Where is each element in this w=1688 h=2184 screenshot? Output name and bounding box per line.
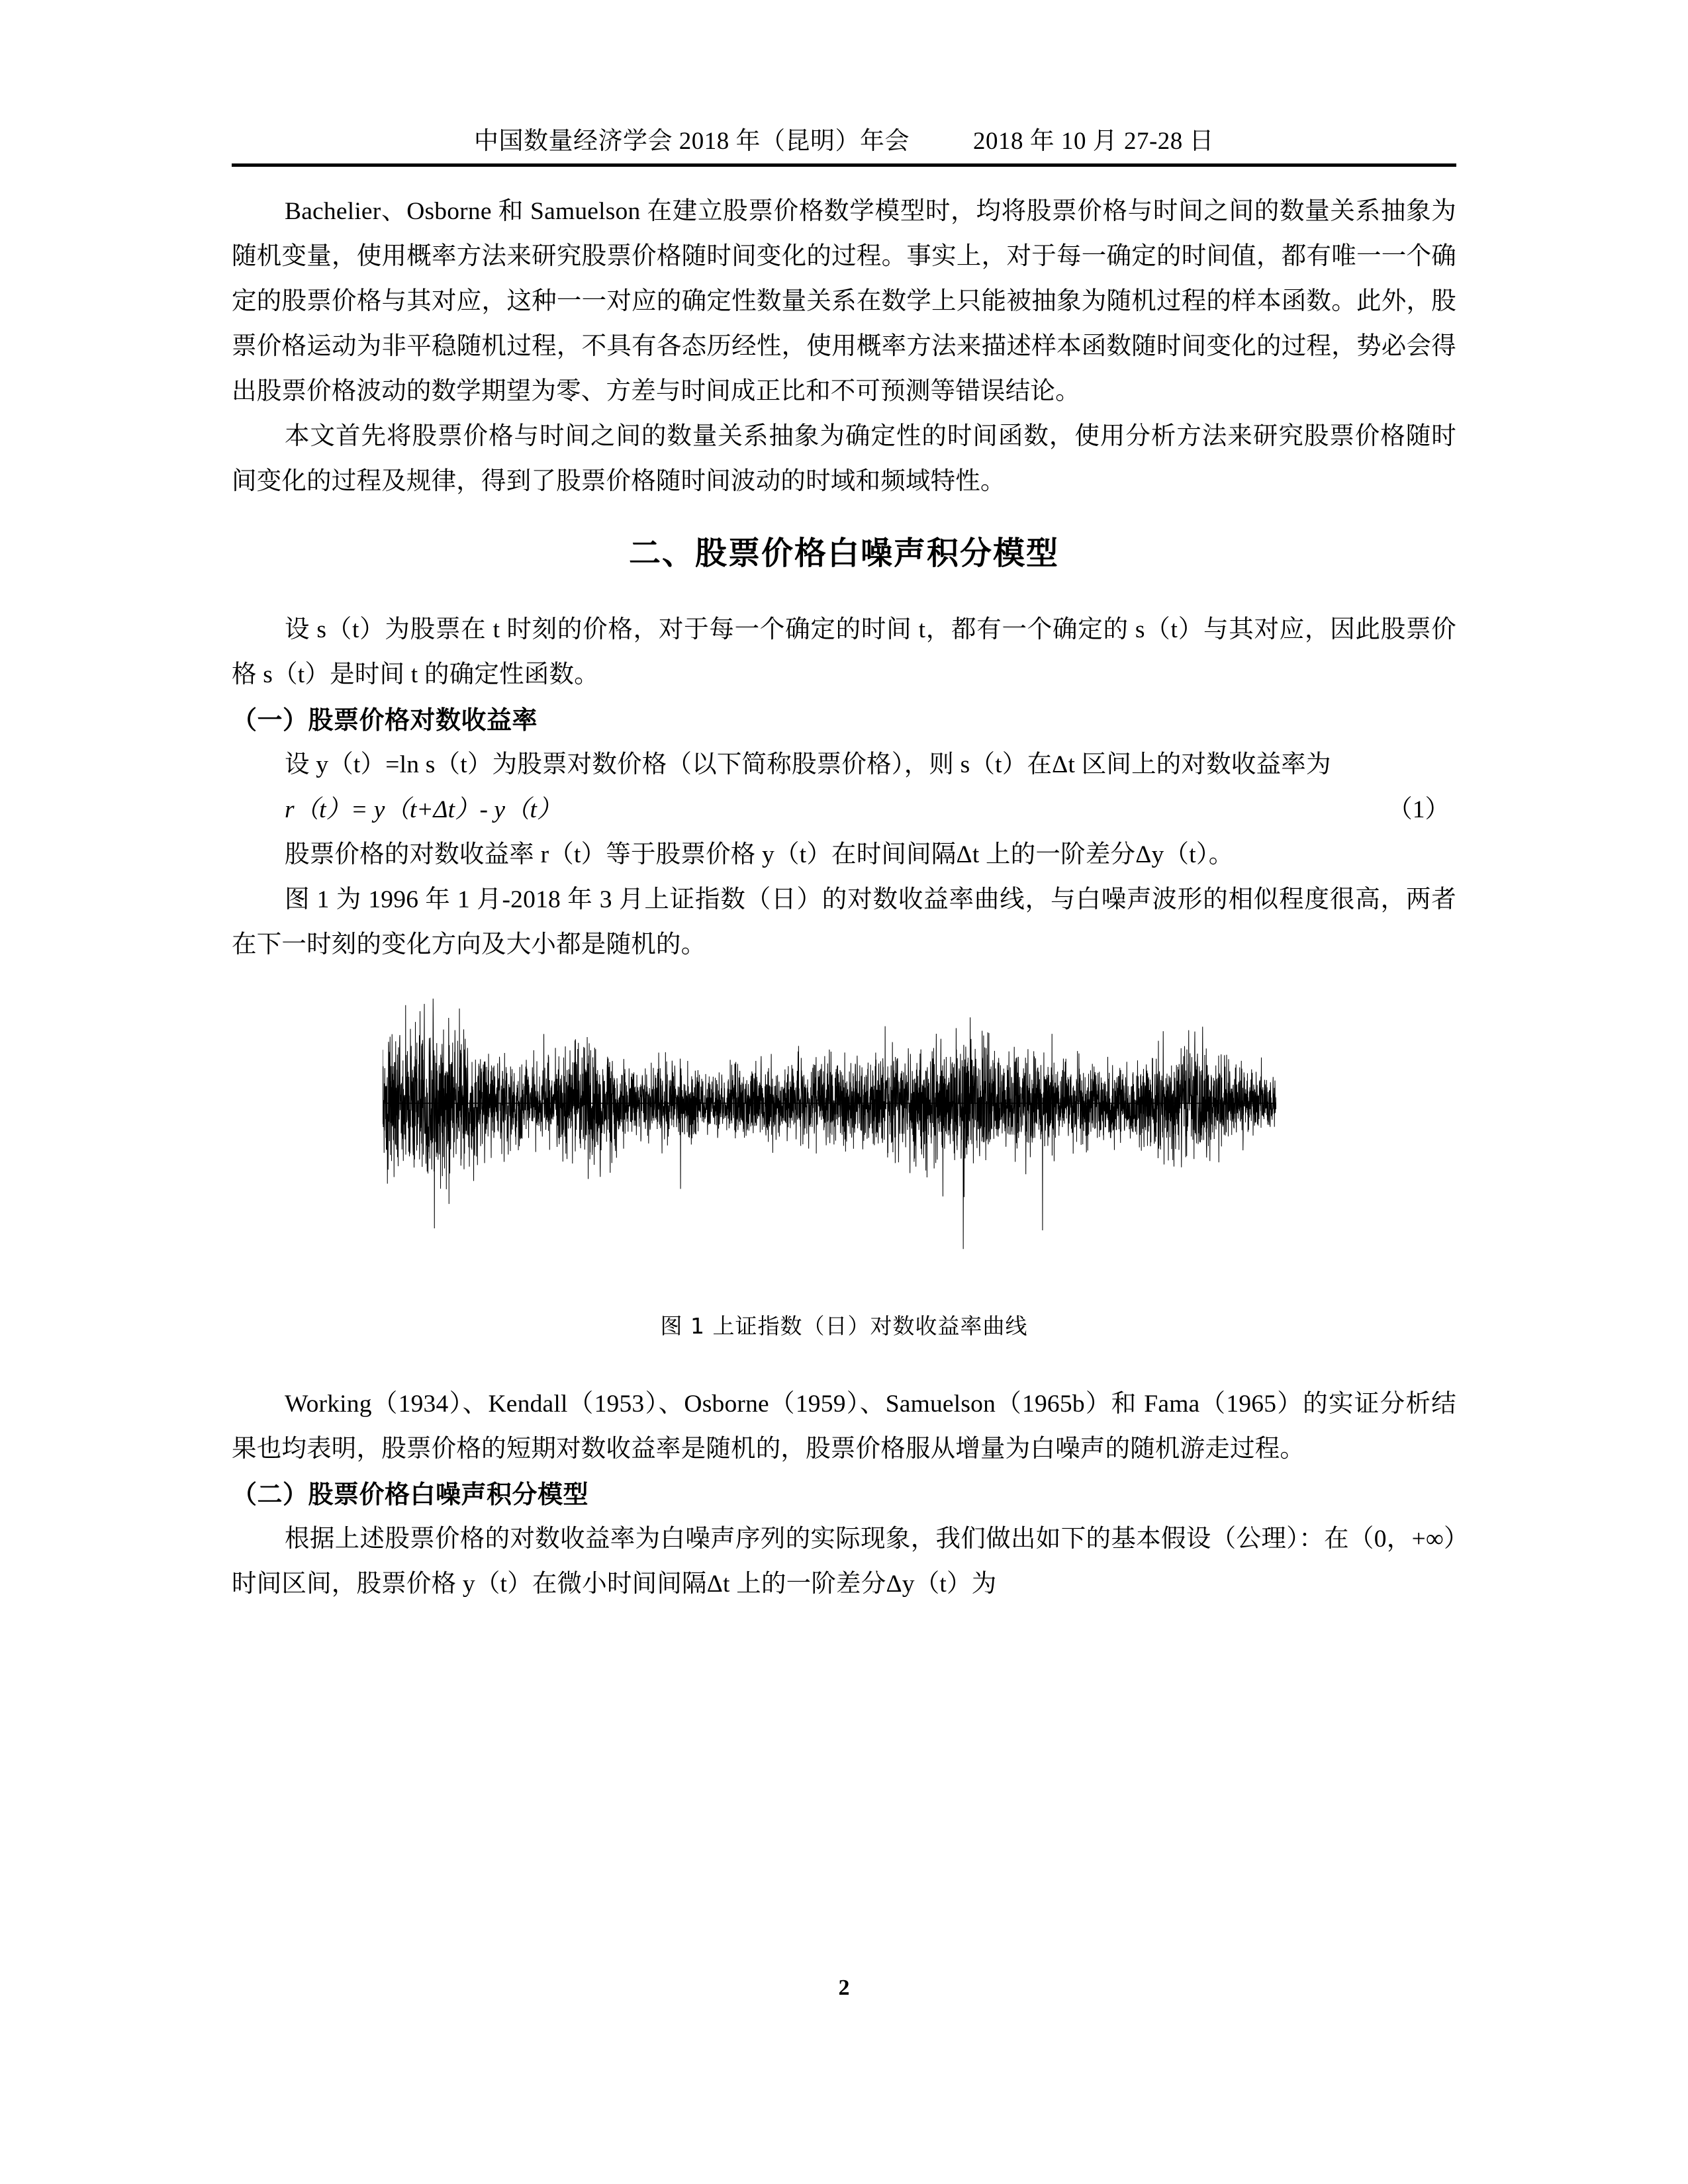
- figure-spacer: [232, 1343, 1456, 1382]
- paragraph-empirical-citations: Working（1934）、Kendall（1953）、Osborne（1959）、Samuelson（1965b）和 Fama（1965）的实证分析结果也均表明，股票价格的短期对数收益率是随机的，股票价格服从增量为白噪声的随机游走过程。: [232, 1390, 1456, 1463]
- paragraph-this-paper: 本文首先将股票价格与时间之间的数量关系抽象为确定性的时间函数，使用分析方法来研究股票价格随时间变化的过程及规律，得到了股票价格随时间波动的时域和频域特性。: [232, 423, 1456, 495]
- chart-series-path: [383, 998, 1276, 1248]
- running-header: [232, 109, 1456, 156]
- subsection-heading-two: （二）股票价格白噪声积分模型: [232, 1479, 589, 1509]
- paragraph-axiom: 根据上述股票价格的对数收益率为白噪声序列的实际现象，我们做出如下的基本假设（公理）：在（0，+∞）时间区间，股票价格 y（t）在微小时间间隔Δt 上的一阶差分Δy（t）为: [232, 1525, 1456, 1598]
- paragraph-log-price-def: 设 y（t）=ln s（t）为股票对数价格（以下简称股票价格），则 s（t）在Δt 区间上的对数收益率为: [285, 751, 1331, 778]
- subsection-heading-one: （一）股票价格对数收益率: [232, 705, 538, 735]
- equation-1-number: （1）: [1387, 796, 1450, 823]
- paragraph-first-difference: 股票价格的对数收益率 r（t）等于股票价格 y（t）在时间间隔Δt 上的一阶差分Δy（t）。: [285, 841, 1234, 868]
- equation-1-line: [232, 788, 1456, 833]
- section-heading-two: 二、股票价格白噪声积分模型: [628, 535, 1059, 572]
- log-return-noise-chart: [383, 987, 1276, 1272]
- figure-1: [232, 987, 1456, 1272]
- equation-1-body: r（t）= y（t+Δt）- y（t）: [285, 796, 562, 823]
- figure-1-caption: 图 1 上证指数（日）对数收益率曲线: [660, 1312, 1028, 1339]
- paragraph-figure-reference: 图 1 为 1996 年 1 月-2018 年 3 月上证指数（日）的对数收益率曲线，与白噪声波形的相似程度很高，两者在下一时刻的变化方向及大小都是随机的。: [232, 886, 1456, 958]
- paragraph-price-function: 设 s（t）为股票在 t 时刻的价格，对于每一个确定的时间 t，都有一个确定的 s（t）与其对应，因此股票价格 s（t）是时间 t 的确定性函数。: [232, 615, 1456, 688]
- header-divider: [232, 163, 1456, 167]
- paragraph-intro-models: Bachelier、Osborne 和 Samuelson 在建立股票价格数学模型时，均将股票价格与时间之间的数量关系抽象为随机变量，使用概率方法来研究股票价格随时间变化的过程。事实上，对于每一确定的时间值，都有唯一一个确定的股票价格与其对应，这种一一对应的确定性数量关系在数学上只能被抽象为随机过程的样本函数。此外，股票价格运动为非平稳随机过程，不具有各态历经性，使用概率方法来描述样本函数随时间变化的过程，势必会得出股票价格波动的数学期望为零、方差与时间成正比和不可预测等错误结论。: [232, 198, 1456, 405]
- header-date: 2018 年 10 月 27-28 日: [972, 128, 1215, 156]
- page-number: 2: [838, 1976, 850, 2000]
- page-sheet: [232, 0, 1456, 2184]
- page-content: [232, 189, 1456, 1607]
- header-conference-title: 中国数量经济学会 2018 年（昆明）年会: [473, 128, 910, 156]
